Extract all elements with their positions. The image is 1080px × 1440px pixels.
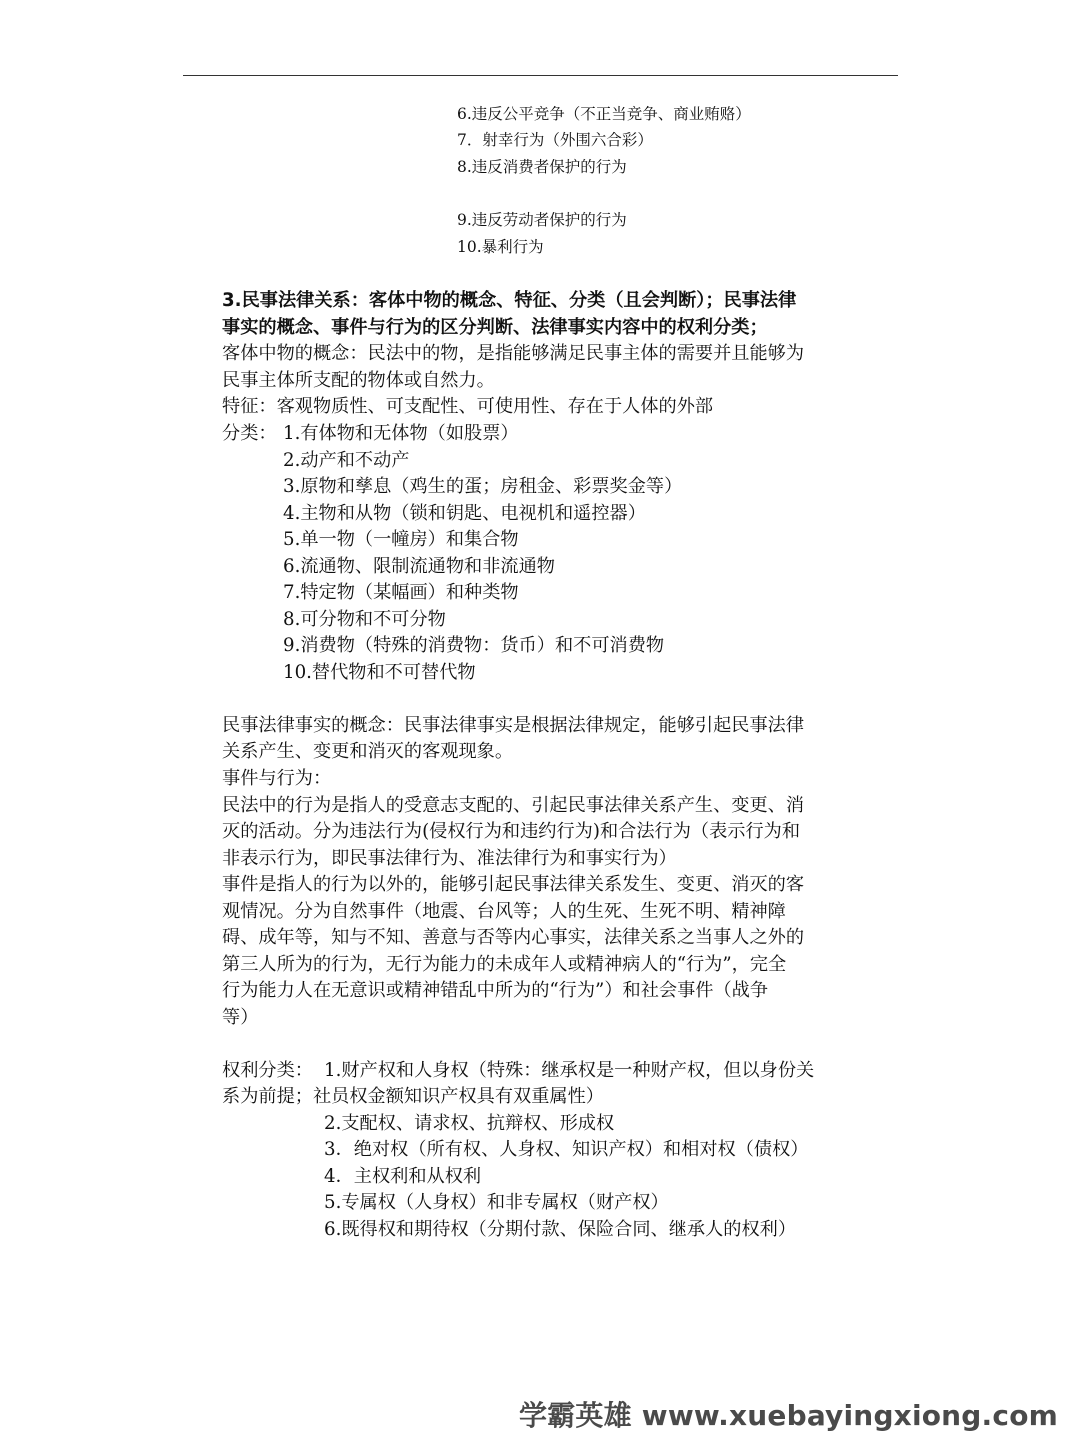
features-line: 特征：客观物质性、可支配性、可使用性、存在于人体的外部	[222, 396, 714, 417]
event-definition-line-5: 行为能力人在无意识或精神错乱中所为的“行为”）和社会事件（战争	[222, 980, 769, 1001]
violation-item-7: 7．射幸行为（外围六合彩）	[457, 131, 653, 149]
event-definition-line-4: 第三人所为的行为，无行为能力的未成年人或精神病人的“行为”，完全	[222, 954, 787, 975]
classification-item-3: 3.原物和孳息（鸡生的蛋；房租金、彩票奖金等）	[283, 476, 683, 497]
section-heading-line-1: 3.民事法律关系：客体中物的概念、特征、分类（且会判断）；民事法律	[222, 290, 797, 311]
violation-item-8: 8.违反消费者保护的行为	[457, 158, 627, 176]
rights-item-2: 2.支配权、请求权、抗辩权、形成权	[324, 1113, 615, 1134]
act-definition-line-2: 灭的活动。分为违法行为(侵权行为和违约行为)和合法行为（表示行为和	[222, 821, 801, 842]
event-definition-line-3: 碍、成年等，知与不知、善意与否等内心事实，法律关系之当事人之外的	[222, 927, 805, 948]
object-concept-line-2: 民事主体所支配的物体或自然力。	[222, 370, 495, 391]
header-rule	[183, 75, 898, 76]
event-definition-line-6: 等）	[222, 1007, 259, 1028]
rights-item-4: 4．主权利和从权利	[324, 1166, 482, 1187]
violation-item-10: 10.暴利行为	[457, 238, 544, 256]
classification-item-2: 2.动产和不动产	[283, 450, 410, 471]
rights-item-5: 5.专属权（人身权）和非专属权（财产权）	[324, 1192, 669, 1213]
object-concept-line-1: 客体中物的概念：民法中的物，是指能够满足民事主体的需要并且能够为	[222, 343, 805, 364]
rights-label: 权利分类：	[222, 1060, 313, 1081]
classification-item-8: 8.可分物和不可分物	[283, 609, 446, 630]
classification-item-7: 7.特定物（某幅画）和种类物	[283, 582, 519, 603]
event-definition-line-1: 事件是指人的行为以外的，能够引起民事法律关系发生、变更、消灭的客	[222, 874, 805, 895]
site-watermark: 学霸英雄 www.xuebayingxiong.com	[519, 1399, 1058, 1432]
act-definition-line-1: 民法中的行为是指人的受意志支配的、引起民事法律关系产生、变更、消	[222, 795, 805, 816]
event-and-act-label: 事件与行为：	[222, 768, 332, 789]
violation-item-6: 6.违反公平竞争（不正当竞争、商业贿赂）	[457, 105, 751, 123]
rights-item-6: 6.既得权和期待权（分期付款、保险合同、继承人的权利）	[324, 1219, 797, 1240]
classification-item-1: 1.有体物和无体物（如股票）	[283, 423, 519, 444]
classification-item-10: 10.替代物和不可替代物	[283, 662, 476, 683]
violation-item-9: 9.违反劳动者保护的行为	[457, 211, 627, 229]
rights-item-1-line-1: 1.财产权和人身权（特殊：继承权是一种财产权，但以身份关	[324, 1060, 815, 1081]
event-definition-line-2: 观情况。分为自然事件（地震、台风等；人的生死、生死不明、精神障	[222, 901, 786, 922]
section-heading-line-2: 事实的概念、事件与行为的区分判断、法律事实内容中的权利分类；	[222, 317, 768, 338]
legal-fact-concept-line-1: 民事法律事实的概念：民事法律事实是根据法律规定，能够引起民事法律	[222, 715, 805, 736]
classification-item-4: 4.主物和从物（锁和钥匙、电视机和遥控器）	[283, 503, 646, 524]
act-definition-line-3: 非表示行为，即民事法律行为、准法律行为和事实行为）	[222, 848, 677, 869]
rights-item-3: 3．绝对权（所有权、人身权、知识产权）和相对权（债权）	[324, 1139, 809, 1160]
legal-fact-concept-line-2: 关系产生、变更和消灭的客观现象。	[222, 741, 514, 762]
classification-label: 分类：	[222, 423, 277, 444]
classification-item-6: 6.流通物、限制流通物和非流通物	[283, 556, 555, 577]
classification-item-9: 9.消费物（特殊的消费物：货币）和不可消费物	[283, 635, 665, 656]
rights-item-1-line-2: 系为前提；社员权金额知识产权具有双重属性）	[222, 1086, 604, 1107]
classification-item-5: 5.单一物（一幢房）和集合物	[283, 529, 519, 550]
